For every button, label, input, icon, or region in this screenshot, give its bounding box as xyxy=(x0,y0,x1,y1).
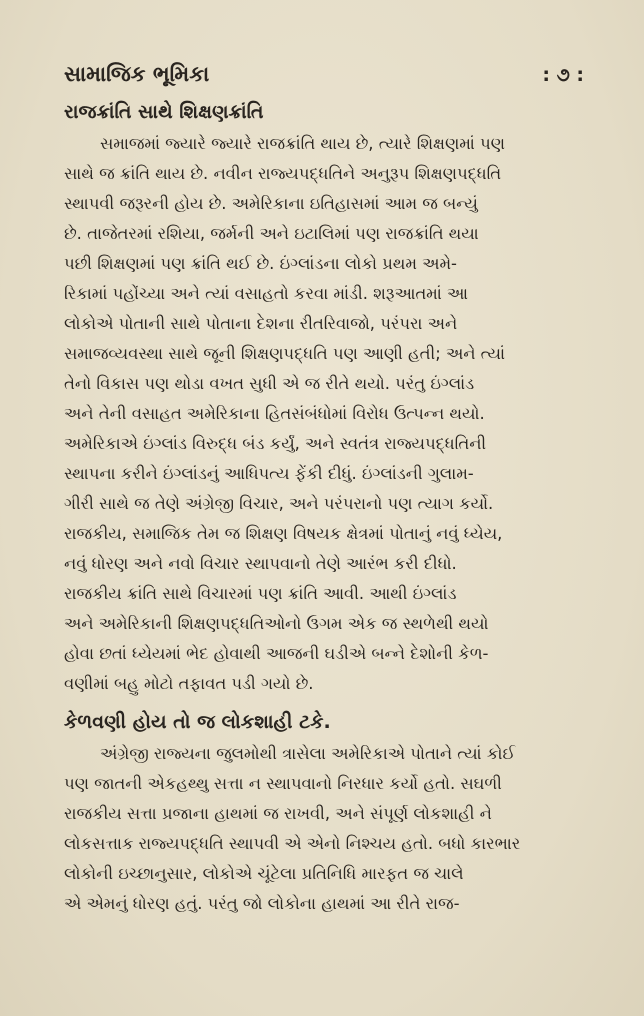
text-line: છે. તાજેતરમાં રશિયા, જર્મની અને ઇટાલિમાં પણ રાજક્રાંતિ થયા xyxy=(64,224,479,243)
text-line: સાથે જ ક્રાંતિ થાય છે. નવીન રાજ્યપદ્ધતિને અનુરૂપ શિક્ષણપદ્ધતિ xyxy=(64,164,502,183)
text-line: લોકસત્તાક રાજ્યપદ્ધતિ સ્થાપવી એ એનો નિશ્ચય હતો. બધો કારભાર xyxy=(64,834,521,853)
text-line: રાજકીય સત્તા પ્રજાના હાથમાં જ રાખવી, અને સંપૂર્ણ લોકશાહી ને xyxy=(64,804,492,823)
running-header xyxy=(64,62,592,87)
text-line: રાજકીય ક્રાંતિ સાથે વિચારમાં પણ ક્રાંતિ આવી. આથી ઇંગ્લાંડ xyxy=(64,584,457,603)
text-line: અને અમેરિકાની શિક્ષણપદ્ધતિઓનો ઉગમ એક જ સ્થળેથી થયો xyxy=(64,614,489,633)
text-line: ગીરી સાથે જ તેણે અંગ્રેજી વિચાર, અને પરંપરાનો પણ ત્યાગ કર્યો. xyxy=(64,494,494,513)
text-line: પછી શિક્ષણમાં પણ ક્રાંતિ થઈ છે. ઇંગ્લાંડના લોકો પ્રથમ અમે- xyxy=(64,254,457,273)
text-line: સ્થાપવી જરૂરની હોય છે. અમેરિકાના ઇતિહાસમાં આમ જ બન્યું xyxy=(64,194,478,213)
text-line: પણ જાતની એકહથ્થુ સત્તા ન સ્થાપવાનો નિરધાર કર્યો હતો. સઘળી xyxy=(64,774,502,793)
text-line: એ એમનું ધોરણ હતું. પરંતુ જો લોકોના હાથમાં આ રીતે રાજ- xyxy=(64,894,460,913)
text-line: રાજકીય, સમાજિક તેમ જ શિક્ષણ વિષયક ક્ષેત્રમાં પોતાનું નવું ધ્યેય, xyxy=(64,524,503,543)
text-line: રિકામાં પહોંચ્યા અને ત્યાં વસાહતો કરવા માંડી. શરૂઆતમાં આ xyxy=(64,284,468,303)
paragraph-revolution xyxy=(64,129,592,699)
text-line: સ્થાપના કરીને ઇંગ્લાંડનું આધિપત્ય ફેંકી દીધું. ઇંગ્લાંડની ગુલામ- xyxy=(64,464,474,483)
section-heading-democracy: કેળવણી હોય તો જ લોકશાહી ટકે. xyxy=(64,711,331,733)
text-line: અમેરિકાએ ઇંગ્લાંડ વિરુદ્ધ બંડ કર્યું, અને સ્વતંત્ર રાજ્યપદ્ધતિની xyxy=(64,434,487,453)
text-line: સમાજવ્યવસ્થા સાથે જૂની શિક્ષણપદ્ધતિ પણ આણી હતી; અને ત્યાં xyxy=(64,344,505,363)
text-line: વણીમાં બહુ મોટો તફાવત પડી ગયો છે. xyxy=(64,674,314,693)
text-line: નવું ધોરણ અને નવો વિચાર સ્થાપવાનો તેણે આરંભ કરી દીધો. xyxy=(64,554,457,573)
text-line: અંગ્રેજી રાજ્યના જુલમોથી ત્રાસેલા અમેરિકાએ પોતાને ત્યાં કોઈ xyxy=(100,744,516,763)
text-line: લોકોની ઇચ્છાનુસાર, લોકોએ ચૂંટેલા પ્રતિનિધિ મારફત જ ચાલે xyxy=(64,864,464,883)
paragraph-democracy xyxy=(64,739,592,919)
page-number: : ૭ : xyxy=(542,64,584,86)
text-line: હોવા છતાં ધ્યેયમાં ભેદ હોવાથી આજની ઘડીએ બન્ને દેશોની કેળ- xyxy=(64,644,489,663)
section-heading-revolution: રાજક્રાંતિ સાથે શિક્ષણક્રાંતિ xyxy=(64,101,264,123)
text-line: તેનો વિકાસ પણ થોડા વખત સુધી એ જ રીતે થયો. પરંતુ ઇંગ્લાંડ xyxy=(64,374,475,393)
text-line: લોકોએ પોતાની સાથે પોતાના દેશના રીતરિવાજો, પરંપરા અને xyxy=(64,314,458,333)
text-line: સમાજમાં જ્યારે જ્યારે રાજક્રાંતિ થાય છે, ત્યારે શિક્ષણમાં પણ xyxy=(100,134,505,153)
text-line: અને તેની વસાહત અમેરિકાના હિતસંબંધોમાં વિરોધ ઉત્પન્ન થયો. xyxy=(64,404,485,423)
running-title: સામાજિક ભૂમિકા xyxy=(64,62,210,86)
